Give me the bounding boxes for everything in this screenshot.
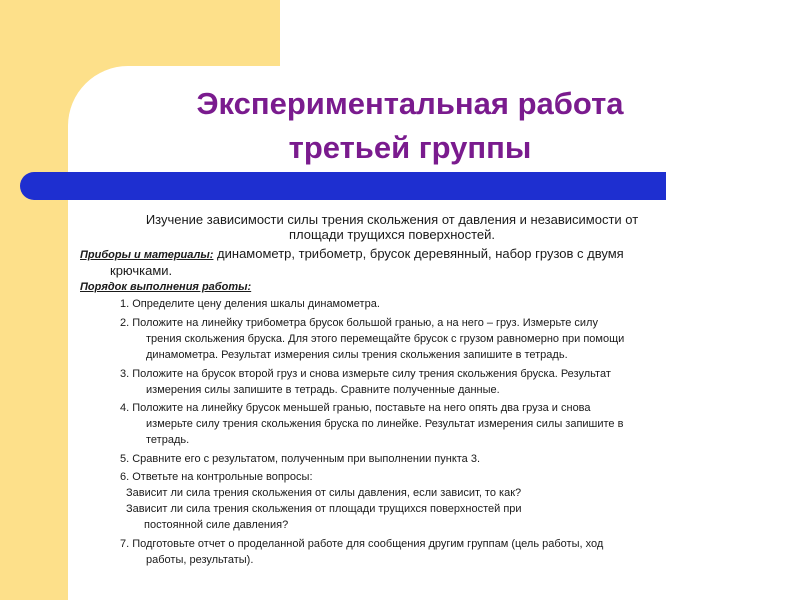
step-3-line-2: измерения силы запишите в тетрадь. Сравните полученные данные. [146, 384, 500, 396]
title-line-1: Экспериментальная работа [196, 86, 624, 121]
step-7-line-2: работы, результаты). [146, 554, 254, 566]
materials-continuation: крючками. [110, 263, 173, 278]
materials-label: Приборы и материалы: [80, 249, 214, 261]
intro-text [112, 212, 672, 242]
step-4-line-3: тетрадь. [146, 434, 190, 446]
order-label: Порядок выполнения работы: [80, 281, 252, 293]
step-2-line-1: 2. Положите на линейку трибометра брусок большой гранью, а на него – груз. Измерьте силу [120, 317, 598, 329]
step-1-text: 1. Определите цену деления шкалы динамометра. [120, 298, 380, 310]
step-5-text: 5. Сравните его с результатом, полученным при выполнении пункта 3. [120, 453, 481, 465]
step-6-question-2-line-1: Зависит ли сила трения скольжения от площади трущихся поверхностей при [126, 503, 522, 515]
intro-line-1: Изучение зависимости силы трения скольжения от давления и независимости от [145, 212, 639, 227]
step-1 [120, 296, 730, 312]
step-4-line-1: 4. Положите на линейку брусок меньшей гранью, поставьте на него опять два груза и снова [120, 402, 591, 414]
materials-text: динамометр, трибометр, брусок деревянный, набор грузов с двумя [213, 246, 624, 261]
step-7 [120, 536, 730, 568]
step-5 [120, 451, 730, 467]
step-3 [120, 366, 730, 398]
step-6-line-1: 6. Ответьте на контрольные вопросы: [120, 471, 313, 483]
step-2 [120, 315, 730, 363]
step-6 [120, 469, 730, 533]
title-line-2: третьей группы [288, 130, 532, 165]
step-4-line-2: измерьте силу трения скольжения бруска по линейке. Результат измерения силы запишите в [146, 418, 624, 430]
step-3-line-1: 3. Положите на брусок второй груз и снова измерьте силу трения скольжения бруска. Результат [120, 368, 611, 380]
step-6-question-2-line-2: постоянной силе давления? [144, 519, 289, 531]
step-6-question-2 [120, 501, 730, 533]
step-2-line-2: трения скольжения бруска. Для этого перемещайте брусок с грузом равномерно при помощи [146, 333, 625, 345]
order-heading [80, 281, 251, 293]
step-7-line-1: 7. Подготовьте отчет о проделанной работе для сообщения другим группам (цель работы, ход [120, 538, 604, 550]
materials-section [80, 246, 750, 278]
intro-line-2: площади трущихся поверхностей. [288, 227, 496, 242]
step-4 [120, 400, 730, 448]
step-2-line-3: динамометра. Результат измерения силы трения скольжения запишите в тетрадь. [146, 349, 568, 361]
step-6-question-1: Зависит ли сила трения скольжения от силы давления, если зависит, то как? [126, 487, 522, 499]
